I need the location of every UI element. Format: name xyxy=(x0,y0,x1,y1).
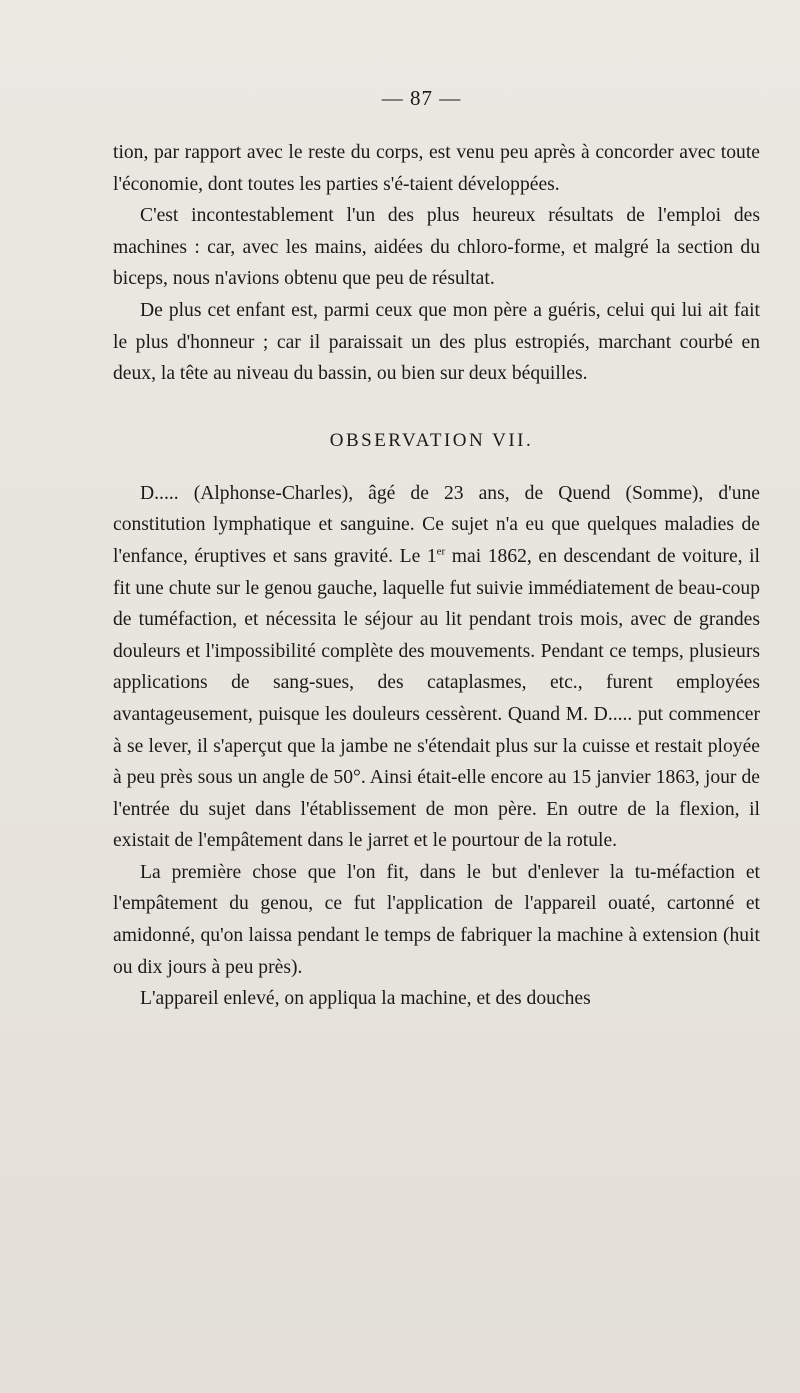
observation-paragraph-case xyxy=(113,478,760,857)
observation-text-rest: mai 1862, en descendant de voiture, il fit une chute sur le genou gauche, laquelle fut suivie immédiatement de beau-coup de tuméfaction, et nécessita le séjour au lit pendant trois mois, avec de grandes douleurs et l'impossibilité complète des mouvements. Pendant ce temps, plusieurs applications de sang-sues, des cataplasmes, etc., furent employées avantageusement, puisque les douleurs cessèrent. Quand M. D..... put commencer à se lever, il s'aperçut que la jambe ne s'étendait plus sur la cuisse et restait ployée à peu près sous un angle de 50°. Ainsi était-elle encore au 15 janvier 1863, jour de l'entrée du sujet dans l'établissement de mon père. En outre de la flexion, il existait de l'empâtement dans le jarret et le pourtour de la rotule. xyxy=(113,545,760,852)
page-number: — 87 — xyxy=(381,86,462,110)
observation-paragraph-machine: L'appareil enlevé, on appliqua la machine, et des douches xyxy=(140,988,591,1010)
paragraph-child-honour: De plus cet enfant est, parmi ceux que mon père a guéris, celui qui lui ait fait le plus d'honneur ; car il paraissait un des plus estropiés, marchant courbé en deux, la tête au niveau du bassin, ou bien sur deux béquilles. xyxy=(113,299,760,385)
superscript-er: er xyxy=(436,545,446,558)
observation-paragraph-treatment: La première chose que l'on fit, dans le but d'enlever la tu-méfaction et l'empâtement du genou, ce fut l'application de l'appareil ouaté, cartonné et amidonné, qu'on laissa pendant le temps de fabriquer la machine à extension (huit ou dix jours à peu près). xyxy=(113,861,760,978)
paragraph-continuation: tion, par rapport avec le reste du corps, est venu peu après à concorder avec toute l'économie, dont toutes les parties s'é-taient développées. xyxy=(113,142,760,195)
observation-text-start: D..... (Alphonse-Charles), âgé de 23 ans, de Quend (Somme), d'une constitution lymphatique et sanguine. Ce sujet n'a eu que quelques maladies de l'enfance, éruptives et sans gravité. Le 1 xyxy=(113,482,760,567)
paragraph-machines-result: C'est incontestablement l'un des plus heureux résultats de l'emploi des machines : car, avec les mains, aidées du chloro-forme, et malgré la section du biceps, nous n'avions obtenu que peu de résultat. xyxy=(113,205,760,290)
section-title: OBSERVATION VII. xyxy=(329,429,534,451)
